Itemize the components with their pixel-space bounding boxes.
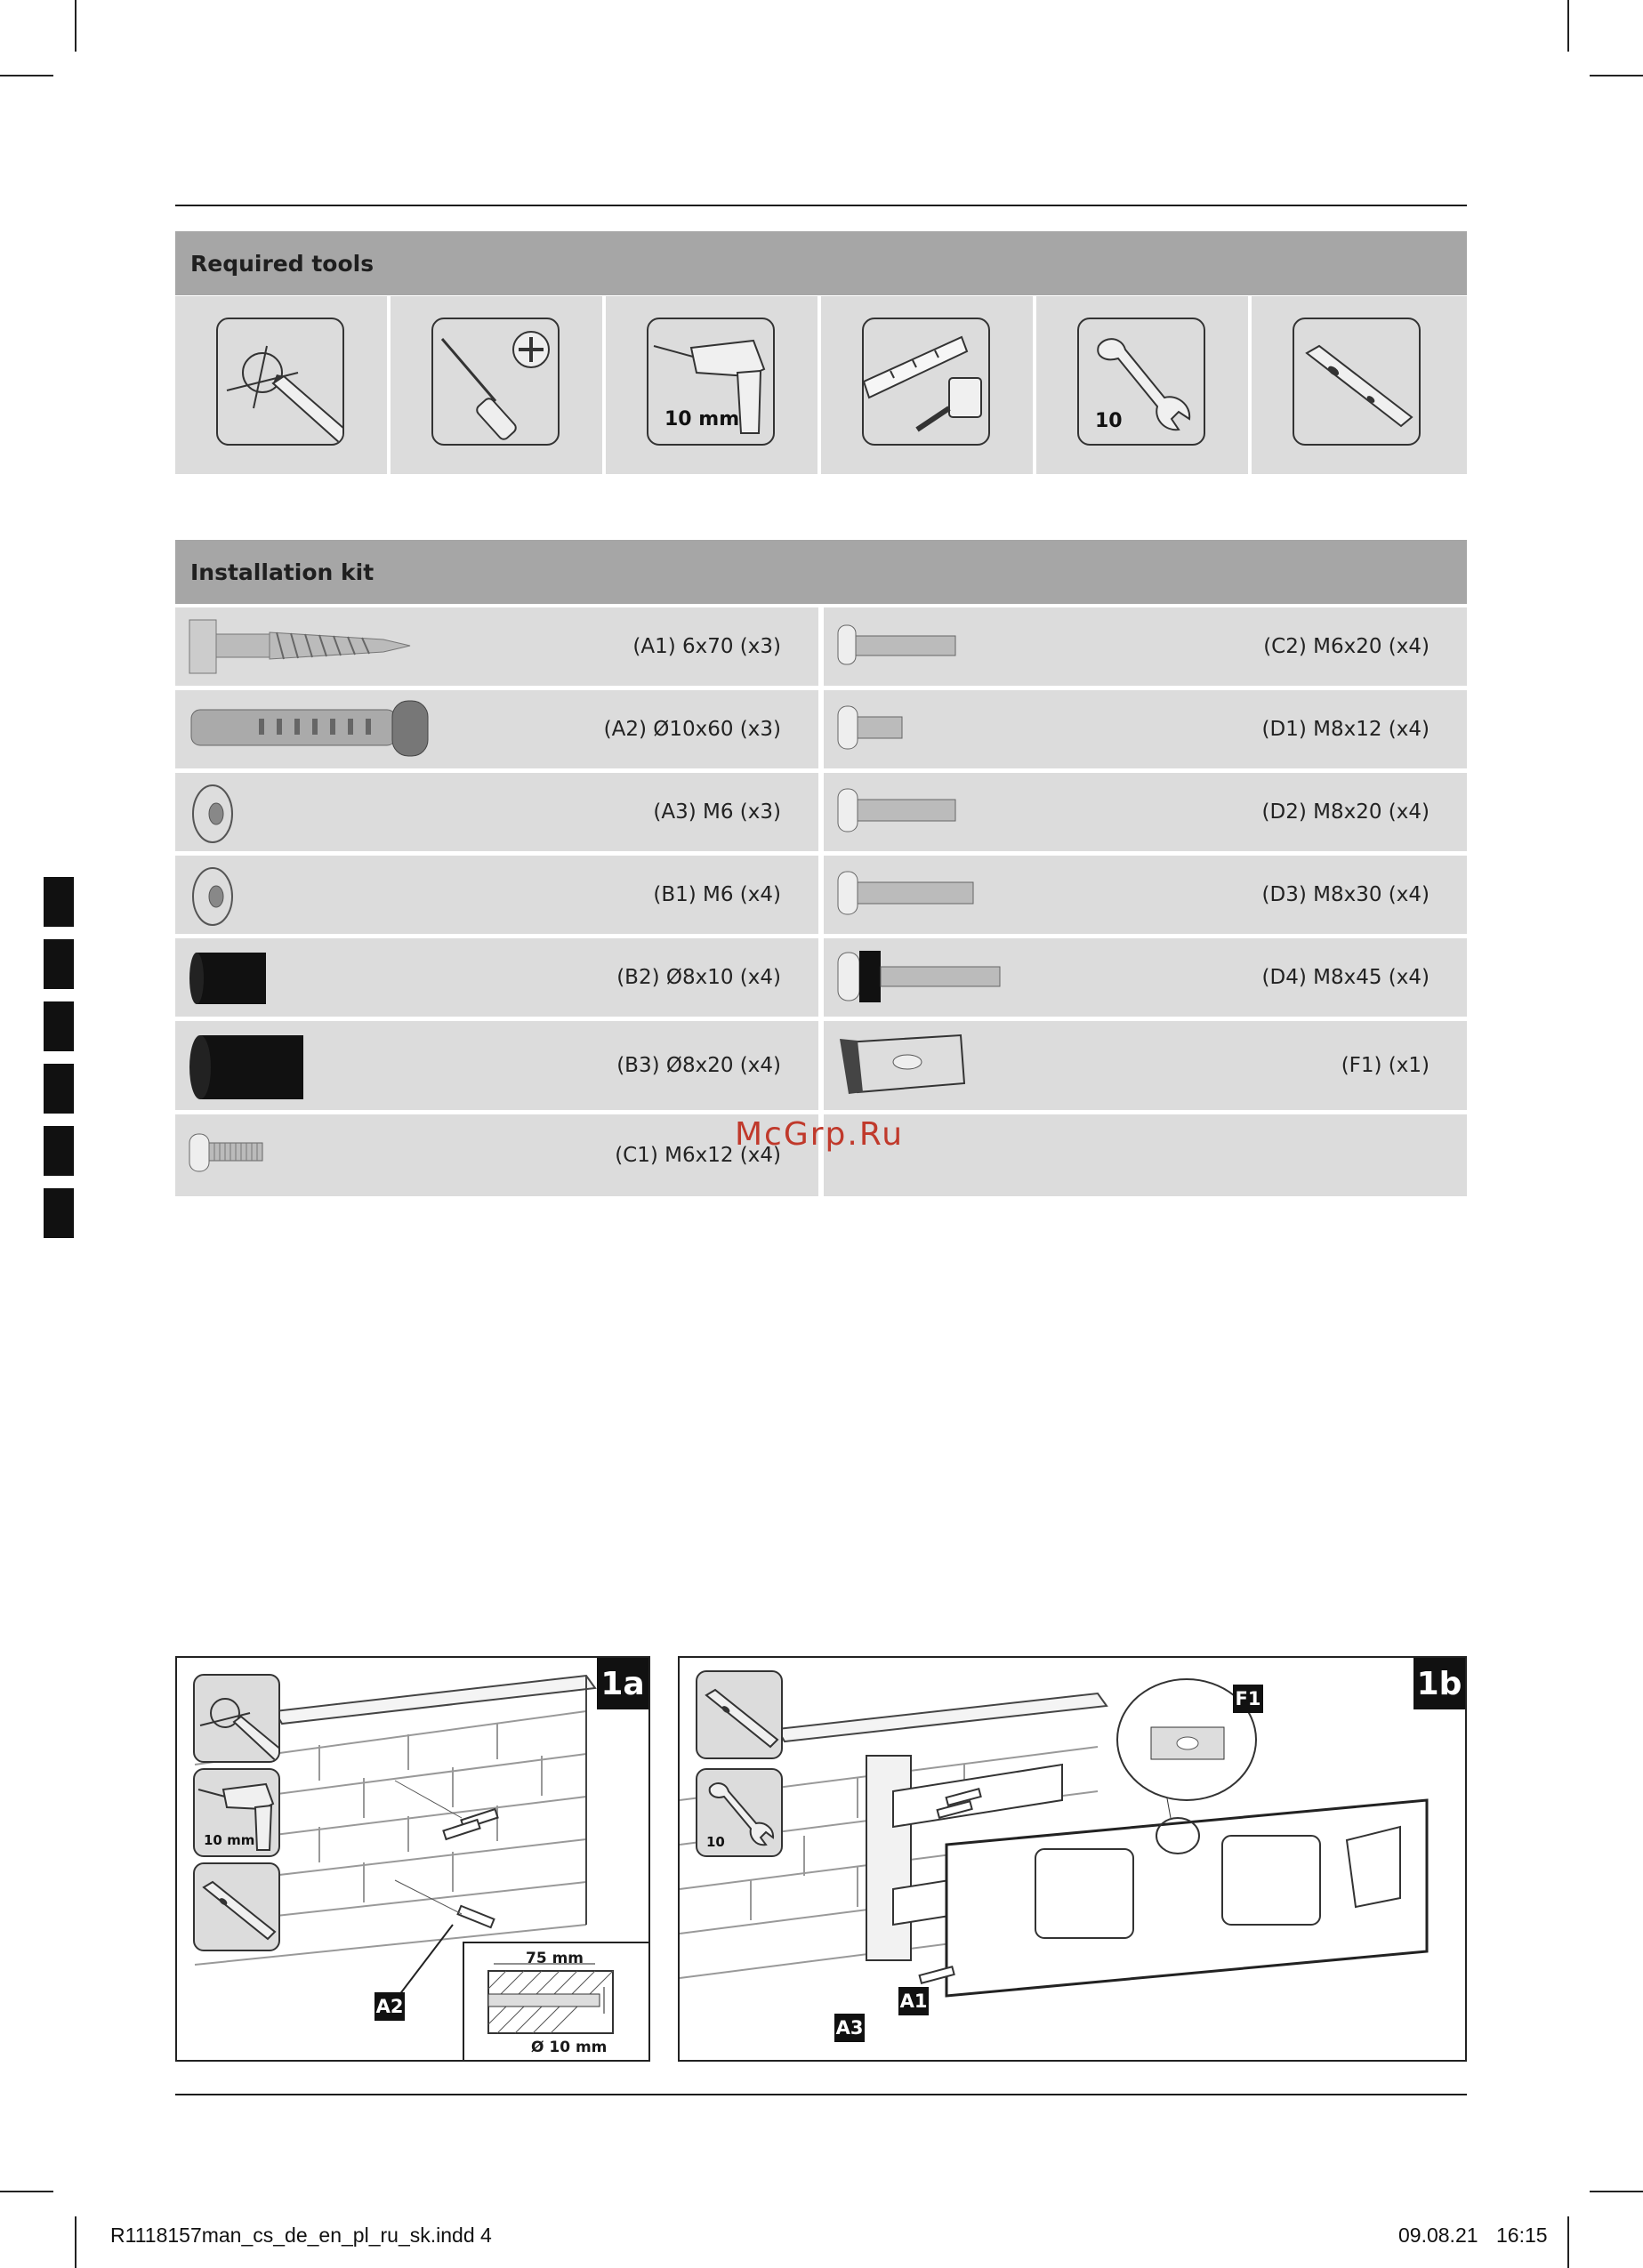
spirit-level-icon: [696, 1670, 783, 1759]
footer-time: 16:15: [1496, 2224, 1548, 2247]
kit-label: (D4) M8x45 (x4): [1261, 966, 1430, 989]
diameter-label: Ø 10 mm: [531, 2039, 608, 2056]
drill-size-label: 10 mm: [664, 408, 740, 430]
footer-date: 09.08.21: [1398, 2224, 1478, 2247]
kit-label: (A1) 6x70 (x3): [632, 635, 781, 658]
language-tab: [44, 1188, 74, 1238]
step-1a-tag: 1a: [597, 1658, 648, 1709]
tool-screwdriver-cell: [391, 296, 602, 474]
crop-mark: [1567, 0, 1569, 52]
language-tab: [44, 1064, 74, 1114]
crop-mark: [75, 0, 77, 52]
wrench-size-label: 10: [1095, 410, 1123, 432]
crop-mark: [1567, 2216, 1569, 2268]
bolt-icon: [836, 616, 961, 670]
step-1b-panel: [678, 1656, 1467, 2062]
step-1a-panel: [175, 1656, 650, 2062]
bolt-icon: [836, 699, 925, 752]
bracket-mounting-illustration: [680, 1658, 1467, 2062]
crop-mark: [75, 2216, 77, 2268]
bolt-with-spacer-icon: [836, 947, 1005, 1006]
top-rule: [175, 205, 1467, 206]
crop-mark: [1590, 2191, 1643, 2192]
kit-label: (B1) M6 (x4): [653, 883, 781, 906]
washer-icon: [188, 865, 241, 927]
kit-label: (D3) M8x30 (x4): [1261, 883, 1430, 906]
bolt-short-icon: [188, 1123, 277, 1177]
washer-icon: [188, 782, 241, 844]
spacer-long-icon: [188, 1030, 312, 1103]
kit-label: (B3) Ø8x20 (x4): [616, 1054, 781, 1077]
language-tab: [44, 877, 74, 927]
kit-item-c2: [824, 607, 1467, 686]
wrench-icon: [696, 1768, 783, 1857]
tool-drill-cell: [606, 296, 817, 474]
depth-label: 75 mm: [526, 1950, 584, 1967]
tool-tape-measure-cell: [821, 296, 1033, 474]
pencil-icon: [193, 1674, 280, 1763]
tool-wrench-cell: [1036, 296, 1248, 474]
kit-item-a3: [175, 773, 818, 851]
crop-mark: [1590, 75, 1643, 76]
kit-label: (A3) M6 (x3): [653, 800, 781, 824]
kit-item-b1: [175, 856, 818, 934]
wall-plug-icon: [188, 699, 437, 758]
step-1b-tag: 1b: [1413, 1658, 1465, 1709]
drill-size-label: 10 mm: [204, 1832, 255, 1848]
kit-label: (D1) M8x12 (x4): [1261, 718, 1430, 741]
kit-item-d1: [824, 690, 1467, 768]
kit-item-b3: [175, 1021, 818, 1110]
kit-item-d3: [824, 856, 1467, 934]
bottom-rule: [175, 2094, 1467, 2095]
screwdriver-icon: [431, 318, 560, 446]
kit-label: (A2) Ø10x60 (x3): [603, 718, 781, 741]
spirit-level-part-icon: [836, 1030, 970, 1098]
tool-pencil-cell: [175, 296, 387, 474]
kit-item-d2: [824, 773, 1467, 851]
kit-label: (C1) M6x12 (x4): [615, 1144, 781, 1167]
kit-item-a1: [175, 607, 818, 686]
language-tab: [44, 939, 74, 989]
wood-screw-icon: [188, 616, 419, 675]
footer-filename: R1118157man_cs_de_en_pl_ru_sk.indd 4: [110, 2224, 492, 2247]
callout-a3: A3: [834, 2014, 865, 2042]
kit-label: (F1) (x1): [1341, 1054, 1430, 1077]
wrench-icon: [1077, 318, 1205, 446]
spacer-short-icon: [188, 947, 277, 1009]
callout-f1: F1: [1233, 1685, 1263, 1713]
kit-item-d4: [824, 938, 1467, 1017]
spirit-level-icon: [193, 1862, 280, 1951]
kit-item-c1: [175, 1114, 818, 1196]
required-tools-header: Required tools: [175, 231, 1467, 295]
bolt-icon: [836, 865, 979, 918]
kit-item-f1: [824, 1021, 1467, 1110]
pencil-icon: [216, 318, 344, 446]
kit-empty-cell: [824, 1114, 1467, 1196]
callout-a1: A1: [898, 1987, 929, 2015]
kit-label: (B2) Ø8x10 (x4): [616, 966, 781, 989]
drill-icon: [647, 318, 775, 446]
language-tab: [44, 1001, 74, 1051]
callout-a2: A2: [375, 1992, 405, 2021]
spirit-level-icon: [1293, 318, 1421, 446]
tool-level-cell: [1252, 296, 1467, 474]
crop-mark: [0, 75, 53, 76]
bolt-icon: [836, 782, 961, 835]
tape-measure-icon: [862, 318, 990, 446]
watermark: McGrp.Ru: [735, 1116, 905, 1153]
wrench-size-label: 10: [706, 1834, 725, 1850]
language-tab: [44, 1126, 74, 1176]
drill-icon: [193, 1768, 280, 1857]
kit-label: (D2) M8x20 (x4): [1261, 800, 1430, 824]
kit-item-a2: [175, 690, 818, 768]
installation-kit-header: Installation kit: [175, 540, 1467, 604]
kit-label: (C2) M6x20 (x4): [1263, 635, 1430, 658]
crop-mark: [0, 2191, 53, 2192]
kit-item-b2: [175, 938, 818, 1017]
